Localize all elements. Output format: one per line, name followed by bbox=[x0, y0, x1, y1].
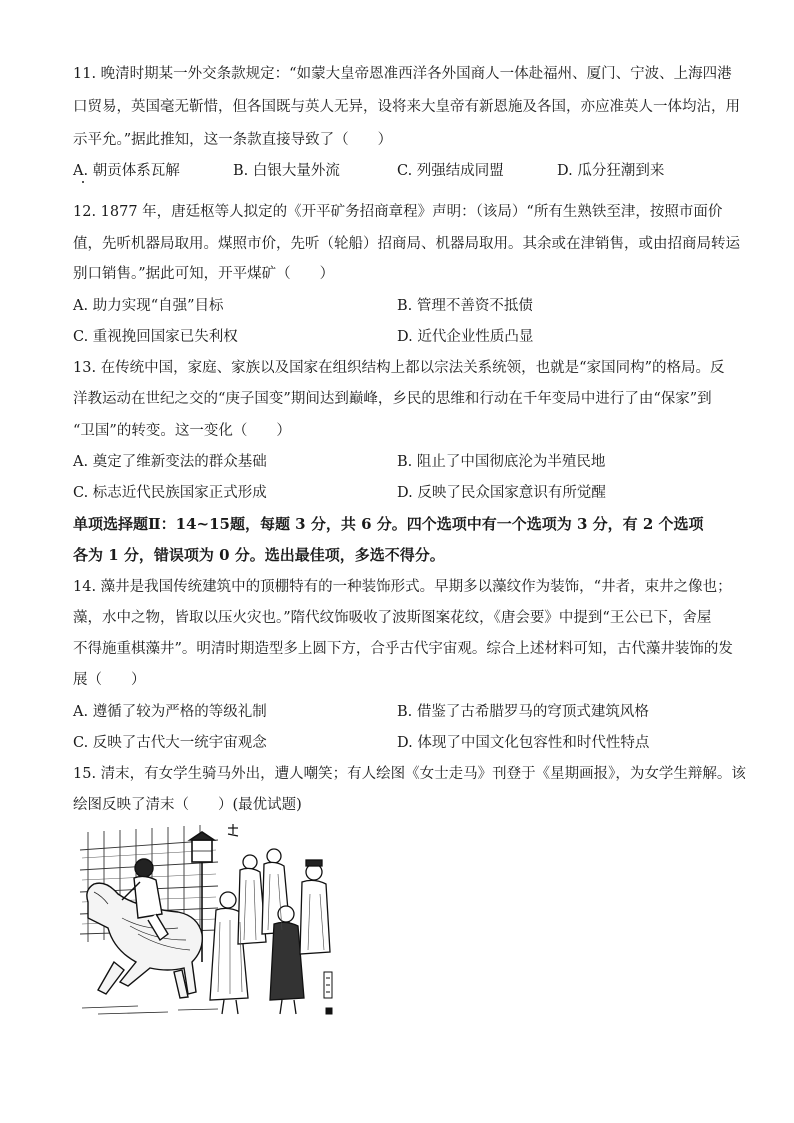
q13-line-2: 洋教运动在世纪之交的“庚子国变”期间达到巅峰，乡民的思维和行动在千年变局中进行了由“保家”到 bbox=[73, 391, 712, 407]
q13-option-a: A. 奠定了维新变法的群众基础 bbox=[73, 454, 267, 470]
q14-line-4: 展（ ） bbox=[73, 672, 146, 688]
q11-line-1: 11. 晚清时期某一外交条款规定：“如蒙大皇帝恩准西洋各外国商人一体赴福州、厦门、宁波、上海四港 bbox=[73, 66, 732, 82]
q14-option-a: A. 遵循了较为严格的等级礼制 bbox=[73, 704, 267, 720]
section-heading-line-1: 单项选择题Ⅱ：14~15题，每题 3 分，共 6 分。四个选项中有一个选项为 3 分，有 2 个选项 bbox=[73, 515, 704, 533]
illustration-woman-riding-horse bbox=[78, 822, 340, 1020]
q12-line-3: 别口销售。”据此可知，开平煤矿（ ） bbox=[73, 266, 335, 282]
q12-line-1: 12. 1877 年，唐廷枢等人拟定的《开平矿务招商章程》声明：（该局）“所有生熟铁至津，按照市面价 bbox=[73, 204, 723, 220]
stray-mark bbox=[82, 181, 84, 183]
q15-line-2: 绘图反映了清末（ ）(最优试题) bbox=[73, 797, 302, 813]
q14-option-d: D. 体现了中国文化包容性和时代性特点 bbox=[397, 735, 650, 751]
q15-line-1: 15. 清末，有女学生骑马外出，遭人嘲笑；有人绘图《女士走马》刊登于《星期画报》，为女学生辩解。该 bbox=[73, 766, 746, 782]
q11-option-d: D. 瓜分狂潮到来 bbox=[557, 163, 665, 179]
q14-option-b: B. 借鉴了古希腊罗马的穹顶式建筑风格 bbox=[397, 704, 649, 720]
q14-line-2: 藻，水中之物，皆取以压火灾也。”隋代纹饰吸收了波斯图案花纹，《唐会要》中提到“王公已下，舍屋 bbox=[73, 610, 712, 626]
q11-option-c: C. 列强结成同盟 bbox=[397, 163, 504, 179]
q11-option-a: A. 朝贡体系瓦解 bbox=[73, 163, 180, 179]
q11-option-b: B. 白银大量外流 bbox=[233, 163, 340, 179]
q13-option-b: B. 阻止了中国彻底沦为半殖民地 bbox=[397, 454, 606, 470]
q13-option-d: D. 反映了民众国家意识有所觉醒 bbox=[397, 485, 606, 501]
section-heading-line-2: 各为 1 分，错误项为 0 分。选出最佳项，多选不得分。 bbox=[73, 546, 445, 564]
q11-line-2: 口贸易，英国毫无靳惜，但各国既与英人无异，设将来大皇帝有新恩施及各国，亦应准英人一体均沾，用 bbox=[73, 99, 740, 115]
q13-line-3: “卫国”的转变。这一变化（ ） bbox=[73, 423, 291, 439]
q12-option-d: D. 近代企业性质凸显 bbox=[397, 329, 534, 345]
q12-line-2: 值，先听机器局取用。煤照市价，先听（轮船）招商局、机器局取用。其余或在津销售，或由招商局转运 bbox=[73, 236, 740, 252]
q14-option-c: C. 反映了古代大一统宇宙观念 bbox=[73, 735, 267, 751]
q14-line-3: 不得施重棋藻井”。明清时期造型多上圆下方，合乎古代宇宙观。综合上述材料可知，古代藻井装饰的发 bbox=[73, 641, 733, 657]
q13-line-1: 13. 在传统中国，家庭、家族以及国家在组织结构上都以宗法关系统领，也就是“家国同构”的格局。反 bbox=[73, 360, 725, 376]
q13-option-c: C. 标志近代民族国家正式形成 bbox=[73, 485, 267, 501]
q14-line-1: 14. 藻井是我国传统建筑中的顶棚特有的一种装饰形式。早期多以藻纹作为装饰，“井者，束井之像也； bbox=[73, 579, 732, 595]
q11-line-3: 示平允。”据此推知，这一条款直接导致了（ ） bbox=[73, 132, 393, 148]
q12-option-b: B. 管理不善资不抵债 bbox=[397, 298, 533, 314]
q12-option-c: C. 重视挽回国家已失利权 bbox=[73, 329, 238, 345]
q12-option-a: A. 助力实现“自强”目标 bbox=[73, 298, 224, 314]
